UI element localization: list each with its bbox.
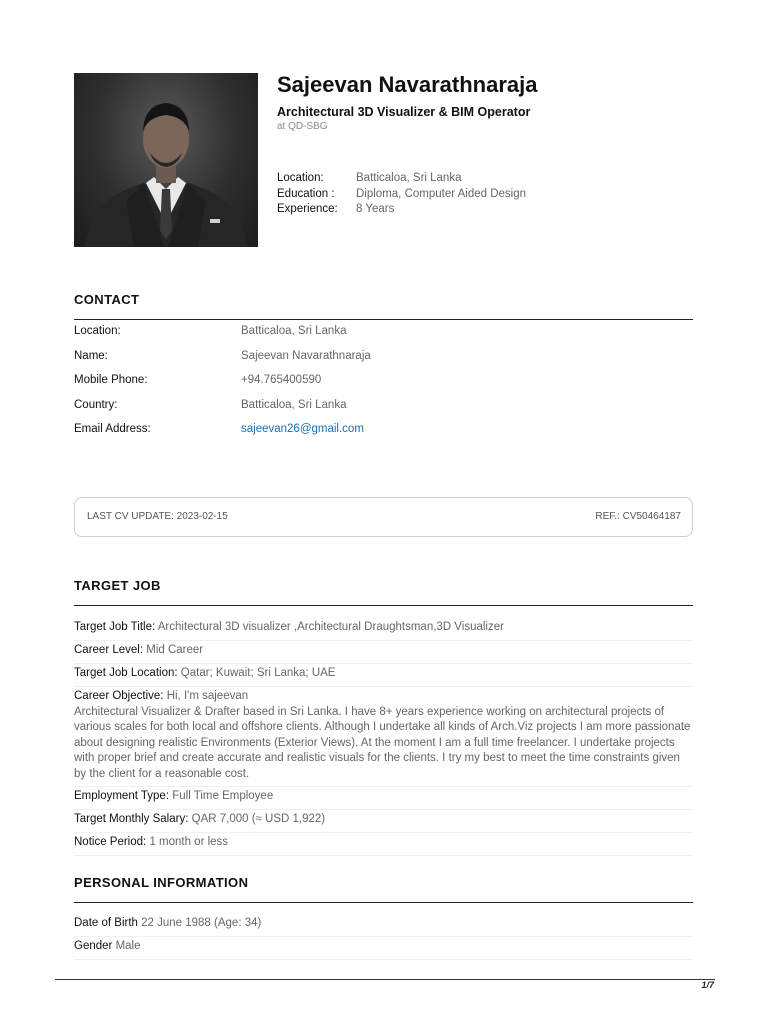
target-salary-row	[74, 810, 693, 833]
target-salary-label: Target Monthly Salary:	[74, 813, 189, 825]
contact-row-email	[74, 422, 371, 447]
career-objective-text: Architectural Visualizer & Drafter based in Sri Lanka. I have 8+ years experience working on architectural projects of various scales for both local and offshore clients. Although I undertake all kinds of Arch.Viz projects I am more passionate about designing realistic Environments (Exterior Views). At the moment I am a full time freelancer. I undertake projects with proper brief and create accurate and realistic visuals for the clients. I try my best to meet the time constraints given by the client for a reasonable cost.	[74, 705, 691, 780]
candidate-company: at QD-SBG	[277, 121, 328, 132]
notice-period-label: Notice Period:	[74, 836, 147, 848]
cv-reference: REF.: CV50464187	[595, 511, 681, 522]
personal-info-section-title: PERSONAL INFORMATION	[74, 875, 249, 890]
contact-label: Location:	[74, 325, 121, 337]
gender-label: Gender	[74, 940, 113, 952]
contact-row-phone	[74, 373, 371, 398]
header-info-label: Experience:	[277, 203, 338, 215]
contact-value: Batticaloa, Sri Lanka	[241, 325, 347, 337]
cv-update-box	[74, 497, 693, 537]
header-info-value: Diploma, Computer Aided Design	[356, 187, 527, 200]
date-of-birth-label: Date of Birth	[74, 917, 138, 929]
candidate-job-title: Architectural 3D Visualizer & BIM Operator	[277, 105, 531, 119]
target-salary-value: QAR 7,000 (≈ USD 1,922)	[191, 813, 326, 825]
last-cv-update: LAST CV UPDATE: 2023-02-15	[87, 511, 228, 522]
target-job-section-title: TARGET JOB	[74, 578, 161, 593]
contact-row-country	[74, 398, 371, 423]
date-of-birth-row	[74, 914, 693, 937]
target-job-list	[74, 618, 693, 856]
header-info	[277, 171, 526, 218]
header-info-value: 8 Years	[356, 203, 395, 215]
gender-row	[74, 937, 693, 960]
notice-period-row	[74, 833, 693, 856]
contact-value: Batticaloa, Sri Lanka	[241, 398, 347, 411]
profile-photo	[74, 73, 258, 247]
career-objective-label: Career Objective:	[74, 690, 164, 702]
target-job-divider	[74, 605, 693, 606]
contact-section-title: CONTACT	[74, 292, 140, 307]
contact-value: Sajeevan Navarathnaraja	[241, 349, 371, 362]
date-of-birth-value: 22 June 1988 (Age: 34)	[141, 917, 262, 929]
header-info-location	[277, 171, 526, 187]
target-location-value: Qatar; Kuwait; Sri Lanka; UAE	[180, 667, 336, 679]
target-location-row	[74, 664, 693, 687]
footer-divider	[55, 979, 715, 980]
personal-info-list	[74, 914, 693, 960]
contact-label: Name:	[74, 349, 108, 362]
personal-info-divider	[74, 902, 693, 903]
career-objective-greeting: Hi, I'm sajeevan	[166, 690, 249, 702]
target-job-title-value: Architectural 3D visualizer ,Architectural Draughtsman,3D Visualizer	[157, 621, 504, 633]
career-objective-row	[74, 687, 693, 787]
employment-type-label: Employment Type:	[74, 790, 170, 802]
portrait-image	[74, 73, 258, 247]
contact-row-location	[74, 324, 371, 349]
contact-divider	[74, 319, 693, 320]
page-number: 1/7	[701, 980, 714, 990]
header-info-education	[277, 187, 526, 203]
email-link[interactable]: sajeevan26@gmail.com	[241, 423, 364, 435]
contact-list	[74, 324, 371, 447]
career-level-label: Career Level:	[74, 644, 144, 656]
career-level-row	[74, 641, 693, 664]
target-job-title-label: Target Job Title:	[74, 621, 156, 633]
contact-label: Email Address:	[74, 423, 151, 435]
notice-period-value: 1 month or less	[149, 836, 229, 848]
employment-type-value: Full Time Employee	[172, 790, 274, 802]
contact-label: Country:	[74, 398, 118, 411]
contact-label: Mobile Phone:	[74, 374, 148, 386]
target-job-title-row	[74, 618, 693, 641]
contact-value: +94.765400590	[241, 374, 322, 386]
career-level-value: Mid Career	[146, 644, 204, 656]
header-info-experience	[277, 202, 526, 218]
header-info-label: Education :	[277, 187, 335, 200]
header-info-value: Batticaloa, Sri Lanka	[356, 172, 462, 184]
gender-value: Male	[115, 940, 141, 952]
target-location-label: Target Job Location:	[74, 667, 178, 679]
employment-type-row	[74, 787, 693, 810]
header-info-label: Location:	[277, 172, 324, 184]
candidate-name: Sajeevan Navarathnaraja	[277, 72, 538, 97]
contact-row-name	[74, 349, 371, 374]
